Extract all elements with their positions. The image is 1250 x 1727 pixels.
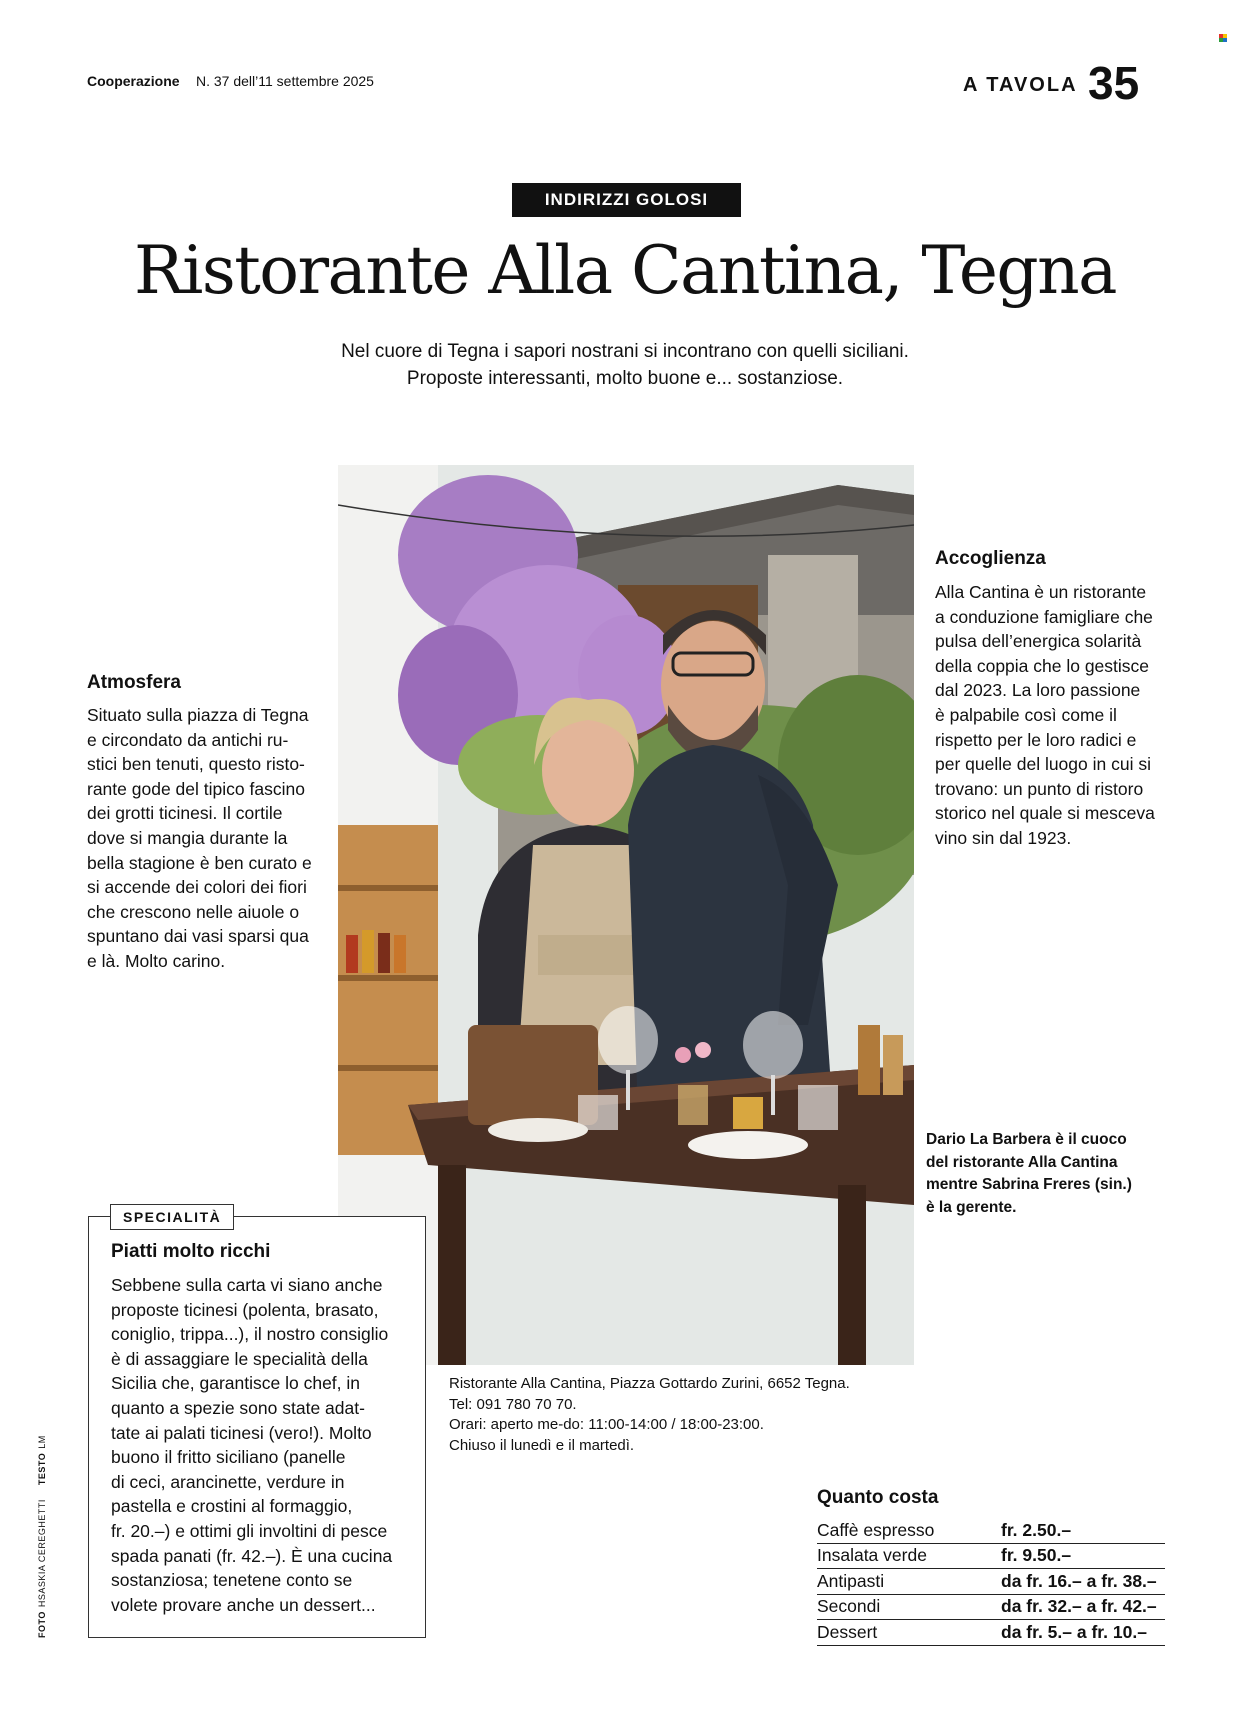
price-item: Insalata verde (817, 1545, 927, 1566)
price-table-heading: Quanto costa (817, 1487, 939, 1508)
article-deck (250, 338, 1000, 392)
text-line: buono il fritto siciliano (panelle (111, 1447, 346, 1468)
issue-date: N. 37 dell’11 settembre 2025 (196, 73, 374, 89)
text-line: dal 2023. La loro passione (935, 680, 1141, 701)
deck-line: Nel cuore di Tegna i sapori nostrani si incontrano con quelli siciliani. (341, 341, 909, 362)
photo-caption (926, 1129, 1132, 1219)
text-line: rante gode del tipico fascino (87, 778, 305, 799)
caption-line: è la gerente. (926, 1198, 1017, 1216)
article-title: Ristorante Alla Cantina, Tegna (134, 232, 1116, 309)
text-line: Sicilia che, garantisce lo chef, in (111, 1373, 361, 1394)
accoglienza-heading: Accoglienza (935, 548, 1046, 569)
price-item: Caffè espresso (817, 1519, 935, 1540)
text-line: spada panati (fr. 42.–). È una cucina (111, 1545, 393, 1566)
price-row (817, 1569, 1165, 1595)
credit-name: LM (37, 1435, 47, 1449)
caption-line: Dario La Barbera è il cuoco (926, 1131, 1127, 1148)
text-line: si accende dei colori dei fiori (87, 877, 307, 898)
restaurant-address (449, 1374, 850, 1456)
text-line: quanto a spezie sono state adat- (111, 1397, 365, 1418)
text-line: Sebbene sulla carta vi siano anche (111, 1275, 383, 1295)
kicker-label: INDIRIZZI GOLOSI (512, 183, 741, 217)
text-line: e là. Molto carino. (87, 950, 226, 971)
address-line: Orari: aperto me-do: 11:00-14:00 / 18:00-23:00. (449, 1416, 764, 1433)
deck-line: Proposte interessanti, molto buone e... sostanziose. (406, 368, 844, 389)
caption-line: mentre Sabrina Freres (sin.) (926, 1176, 1132, 1193)
specialita-tag: SPECIALITÀ (110, 1204, 234, 1230)
price-table (817, 1518, 1165, 1646)
text-line: proposte ticinesi (polenta, brasato, (111, 1299, 379, 1320)
price-row (817, 1595, 1165, 1621)
section-label: A TAVOLA (963, 74, 1078, 96)
specialita-text (111, 1273, 392, 1617)
text-line: pulsa dell’energica solarità (935, 631, 1142, 652)
text-line: dove si mangia durante la (87, 827, 288, 848)
text-line: che crescono nelle aiuole o (87, 901, 300, 922)
text-line: spuntano dai vasi sparsi qua (87, 926, 309, 947)
specialita-heading: Piatti molto ricchi (111, 1241, 271, 1262)
text-line: sostanziosa; tenetene conto se (111, 1570, 353, 1591)
text-line: vino sin dal 1923. (935, 827, 1072, 848)
text-line: della coppia che lo gestisce (935, 655, 1150, 676)
text-line: a conduzione famigliare che (935, 606, 1153, 627)
atmosfera-text (87, 703, 312, 974)
credit-label: FOTO (37, 1611, 47, 1638)
address-line: Ristorante Alla Cantina, Piazza Gottardo Zurini, 6652 Tegna. (449, 1375, 850, 1392)
text-line: e circondato da antichi ru- (87, 729, 289, 750)
text-line: pastella e crostini al formaggio, (111, 1496, 353, 1517)
text-line: tate ai palati ticinesi (vero!). Molto (111, 1422, 372, 1443)
price-item: Dessert (817, 1621, 878, 1642)
text-line: di ceci, arancinette, verdure in (111, 1471, 345, 1492)
text-line: storico nel quale si mesceva (935, 803, 1155, 824)
text-line: bella stagione è ben curato e (87, 852, 312, 873)
address-line: Tel: 091 780 70 70. (449, 1395, 577, 1413)
text-line: è di assaggiare le specialità della (111, 1348, 368, 1369)
text-line: stici ben tenuti, questo risto- (87, 754, 305, 775)
price-row (817, 1620, 1165, 1646)
accoglienza-text (935, 580, 1155, 851)
price-item: Secondi (817, 1596, 881, 1617)
text-line: per quelle del luogo in cui si (935, 754, 1151, 775)
text-line: è palpabile così come il (935, 704, 1117, 725)
price-row (817, 1544, 1165, 1570)
color-registration-mark (1219, 34, 1227, 42)
text-line: coniglio, trippa...), il nostro consiglio (111, 1324, 389, 1345)
address-line: Chiuso il lunedì e il martedì. (449, 1436, 635, 1454)
text-line: dei grotti ticinesi. Il cortile (87, 803, 283, 824)
publication-name: Cooperazione (87, 73, 180, 89)
text-line: Alla Cantina è un ristorante (935, 582, 1147, 602)
price-item: Antipasti (817, 1570, 885, 1591)
price-value: da fr. 5.– a fr. 10.– (1001, 1621, 1147, 1642)
price-value: da fr. 32.– a fr. 42.– (1001, 1596, 1157, 1617)
text-line: rispetto per le loro radici e (935, 729, 1137, 750)
price-row (817, 1518, 1165, 1544)
caption-line: del ristorante Alla Cantina (926, 1153, 1118, 1171)
text-line: Situato sulla piazza di Tegna (87, 705, 309, 725)
price-value: fr. 2.50.– (1001, 1519, 1072, 1540)
text-line: volete provare anche un dessert... (111, 1594, 376, 1615)
credit-label: TESTO (37, 1452, 47, 1486)
atmosfera-heading: Atmosfera (87, 672, 181, 693)
credit-name: HSASKIA CEREGHETTI (37, 1499, 47, 1608)
photo-credits (37, 1421, 47, 1638)
price-value: da fr. 16.– a fr. 38.– (1001, 1570, 1157, 1591)
text-line: trovano: un punto di ristoro (935, 778, 1144, 799)
text-line: fr. 20.–) e ottimi gli involtini di pesce (111, 1520, 388, 1541)
page-number: 35 (1088, 57, 1140, 109)
price-value: fr. 9.50.– (1001, 1545, 1072, 1566)
